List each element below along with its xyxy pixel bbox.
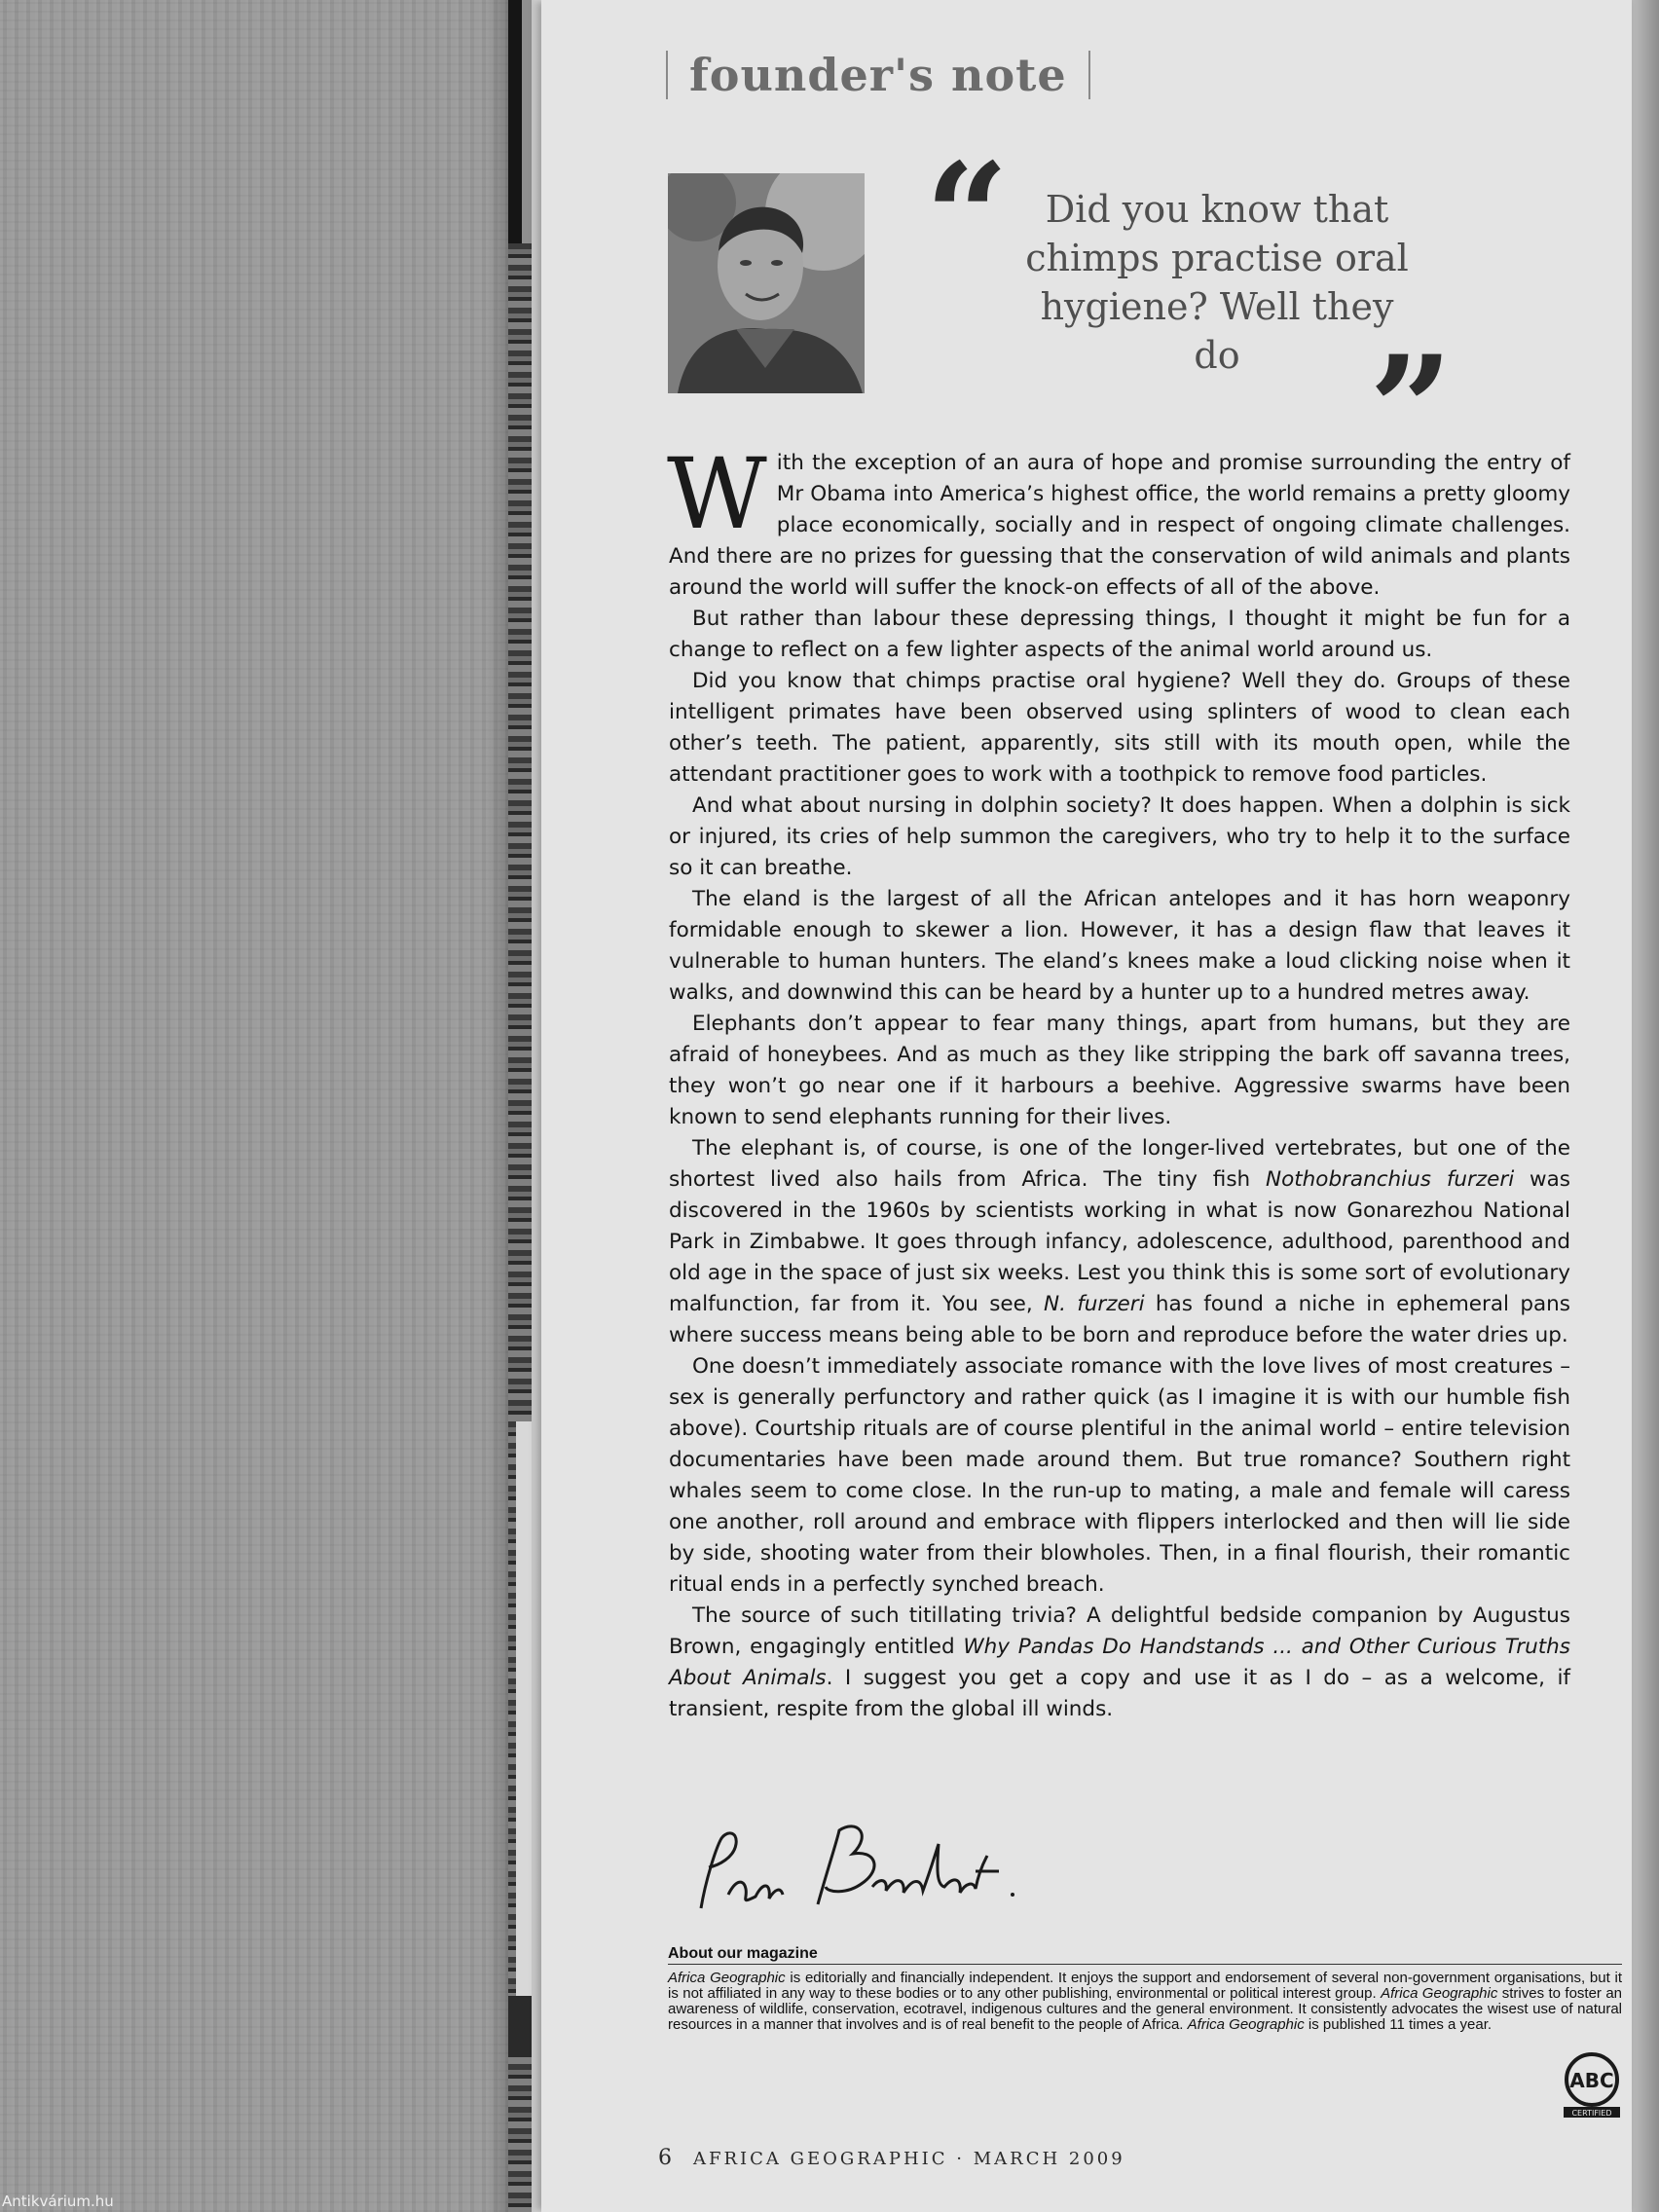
species-name: Nothobranchius furzeri <box>1266 1167 1515 1192</box>
watermark: Antikvárium.hu <box>2 2193 114 2210</box>
magazine-name: Africa Geographic <box>1187 2016 1305 2033</box>
paragraph-6: Elephants don’t appear to fear many things, apart from humans, but they are afraid of honeybees. And as much as they like stripping the bark off savanna trees, they won’t go near one if it harbours a beehive. Aggressive swarms have been known to send elephants running for their lives. <box>669 1012 1570 1129</box>
about-text <box>668 1971 1622 2033</box>
paragraph-9 <box>669 1601 1570 1725</box>
publication-line: AFRICA GEOGRAPHIC · MARCH 2009 <box>693 2149 1125 2169</box>
quote-open-mark: “ <box>925 131 1010 303</box>
magazine-spine-dark <box>508 0 522 243</box>
page-number: 6 <box>658 2146 672 2170</box>
page-right-edge <box>1632 0 1659 2212</box>
paragraph-9-part-b: . I suggest you get a copy and use it as I do – as a welcome, if transient, respite from the global ill winds. <box>669 1666 1570 1721</box>
page-footer <box>658 2146 1125 2170</box>
quote-close-mark: ” <box>1369 324 1454 496</box>
paragraph-3: Did you know that chimps practise oral hygiene? Well they do. Groups of these intelligent primates have been observed using splinters of wood to clean each other’s teeth. The patient, apparently, sits still with its mouth open, while the attendant practitioner goes to work with a toothpick to remove food particles. <box>669 669 1570 787</box>
founder-signature <box>682 1811 1032 1928</box>
about-sentence-1: is editorially and financially independent. It enjoys the support and endorsement of several non-government organisations, but it is not affiliated in any way to these bodies or to any other publishing, environmental or political interest group. <box>668 1970 1623 2002</box>
abc-letters: ABC <box>1569 2069 1614 2092</box>
paragraph-1 <box>667 437 1570 604</box>
founder-portrait <box>668 173 865 393</box>
paragraph-7-part-a: The elephant is, of course, is one of the longer-lived vertebrates, but one of the shortest lived also hails from Africa. The tiny fish <box>669 1136 1570 1192</box>
section-title: founder's note <box>689 49 1067 101</box>
magazine-spine-light <box>516 1421 532 1996</box>
magazine-page-edge <box>532 0 541 2212</box>
paragraph-8: One doesn’t immediately associate romance with the love lives of most creatures – sex is generally perfunctory and rather quick (as I imagine it is with our humble fish above). Courtship rituals are of course plentiful in the animal world – entire television documentaries have been made around them. But true romance? Southern right whales seem to come close. In the run-up to mating, a male and female will caress one another, roll around and embrace with flippers interlocked and then will lie side by side, shooting water from their blowholes. Then, in a final flourish, their romantic ritual ends in a perfectly synched breach. <box>669 1354 1570 1597</box>
paragraph-2: But rather than labour these depressing things, I thought it might be fun for a change to reflect on a few lighter aspects of the animal world around us. <box>669 607 1570 662</box>
background-surface <box>0 0 508 2212</box>
paragraph-7 <box>669 1133 1570 1351</box>
drop-cap: W <box>667 437 767 551</box>
paragraph-7-part-b: was discovered in the 1960s by scientists working in what is now Gonarezhou National Park in Zimbabwe. It goes through infancy, adolescence, adulthood, parenthood and old age in the space of just six weeks. Lest you think this is some sort of evolutionary malfunction, far from it. You see, <box>669 1167 1571 1316</box>
magazine-name: Africa Geographic <box>668 1970 786 1986</box>
species-name-short: N. furzeri <box>1044 1292 1145 1316</box>
paragraph-9-part-a: The source of such titillating trivia? A delightful bedside companion by Augustus Brown, engagingly entitled <box>669 1604 1570 1659</box>
about-sentence-2: strives to foster an awareness of wildlife, conservation, ecotravel, indigenous cultures and the general environment. It consistently advocates the wisest use of natural resources in a manner that involves and is of real benefit to the people of Africa. <box>668 1985 1623 2033</box>
book-title: Why Pandas Do Handstands ... and Other Curious Truths About Animals <box>669 1635 1570 1690</box>
article-body <box>667 437 1571 1725</box>
paragraph-4: And what about nursing in dolphin society? It does happen. When a dolphin is sick or injured, its cries of help summon the caregivers, who try to help it to the surface so it can breathe. <box>669 793 1570 880</box>
section-header <box>666 47 1090 103</box>
magazine-name: Africa Geographic <box>1381 1985 1498 2002</box>
pull-quote: Did you know that chimps practise oral hygiene? Well they do <box>1025 188 1409 377</box>
paragraph-7-part-c: has found a niche in ephemeral pans where success means being able to be born and reproduce before the water dries up. <box>669 1292 1570 1347</box>
about-heading: About our magazine <box>668 1945 1622 1965</box>
abc-tag: CERTIFIED <box>1571 2109 1612 2118</box>
abc-certified-logo <box>1562 2052 1622 2119</box>
magazine-spine-band <box>508 1996 532 2054</box>
about-sentence-3: is published 11 times a year. <box>1304 2016 1493 2033</box>
header-divider-right <box>1088 51 1090 99</box>
paragraph-1-text: ith the exception of an aura of hope and promise surrounding the entry of Mr Obama into America’s highest office, the world remains a pretty gloomy place economically, socially and in respect of ongoing climate challenges. And there are no prizes for guessing that the conservation of wild animals and plants around the world will suffer the knock-on effects of all of the above. <box>669 451 1570 600</box>
paragraph-5: The eland is the largest of all the African antelopes and it has horn weaponry formidable enough to skewer a lion. However, it has a design flaw that leaves it vulnerable to human hunters. The eland’s knees make a loud clicking noise when it walks, and downwind this can be heard by a hunter up to a hundred metres away. <box>669 887 1570 1005</box>
